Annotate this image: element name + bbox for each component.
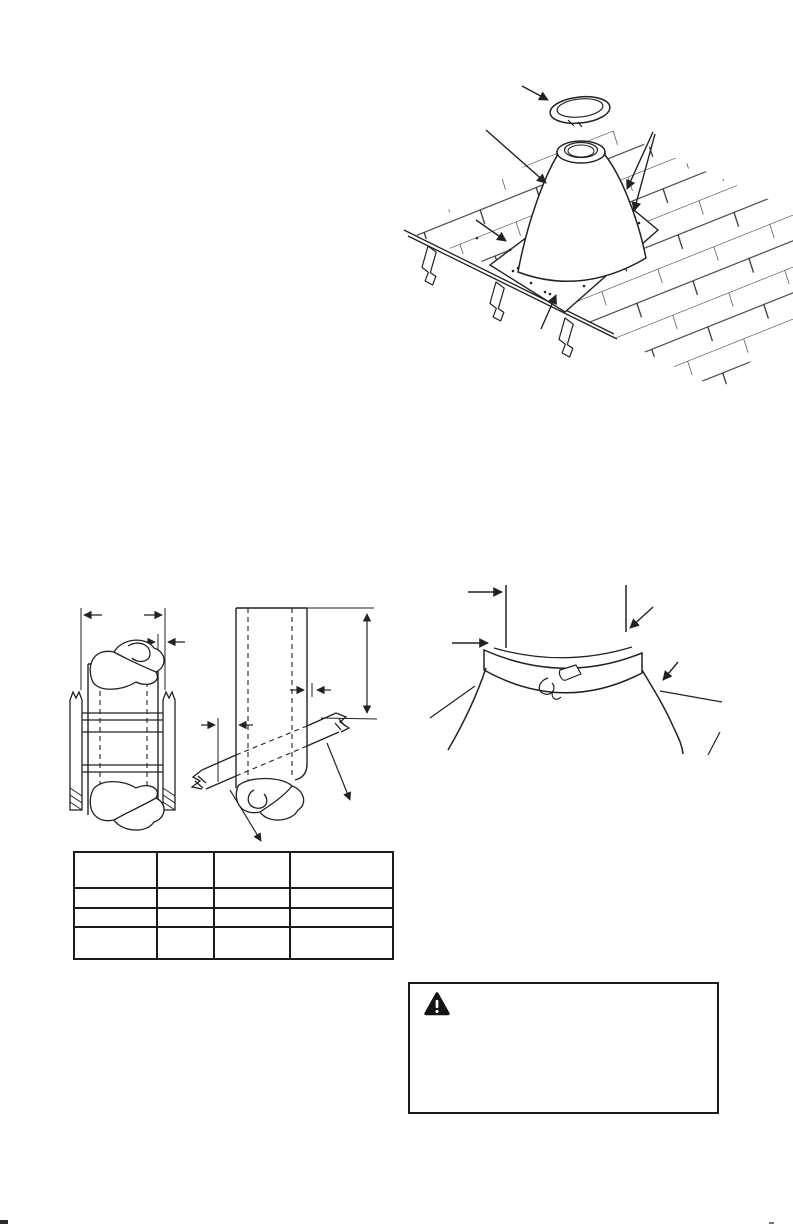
table-cell — [74, 888, 157, 908]
insulation-wrap-bottom — [90, 782, 164, 830]
table-cell — [214, 888, 290, 908]
table-cell — [74, 908, 157, 927]
table-header-cell — [157, 852, 214, 888]
leader-lines — [430, 686, 722, 755]
dimension-table-grid — [73, 851, 394, 960]
page-edge-mark-bottom-right — [769, 1222, 774, 1224]
clearance-dimension-drawing — [40, 580, 400, 850]
storm-collar-detail-drawing — [420, 570, 793, 800]
dimension-arrows-left-view — [84, 615, 185, 642]
table-cell — [290, 927, 393, 959]
roof-flashing-installation-drawing — [400, 60, 793, 385]
table-cell — [290, 908, 393, 927]
insulation-wrap-sloped — [236, 779, 303, 821]
storm-collar — [549, 94, 611, 127]
table-header-cell — [214, 852, 290, 888]
insulation-wrap-top — [90, 640, 164, 689]
table-cell — [157, 888, 214, 908]
table-cell — [214, 908, 290, 927]
page-edge-mark-bottom-left — [0, 1220, 8, 1224]
structure-lines — [82, 713, 163, 772]
straight-pass-through-view — [70, 608, 185, 830]
dimension-table — [73, 851, 394, 960]
table-cell — [214, 927, 290, 959]
figure-clearance-dimensions — [40, 580, 400, 850]
warning-box — [408, 982, 719, 1114]
table-cell — [157, 927, 214, 959]
pipe-detail — [506, 585, 626, 648]
warning-triangle-icon — [423, 991, 451, 1017]
roof-band — [192, 713, 349, 789]
figure-storm-collar-detail — [420, 570, 793, 800]
table-cell — [290, 888, 393, 908]
table-cell — [74, 927, 157, 959]
figure-roof-flashing-installation — [400, 60, 793, 385]
sloped-roof-pass-through-view — [192, 608, 377, 841]
table-header-cell — [74, 852, 157, 888]
table-cell — [157, 908, 214, 927]
table-header-cell — [290, 852, 393, 888]
